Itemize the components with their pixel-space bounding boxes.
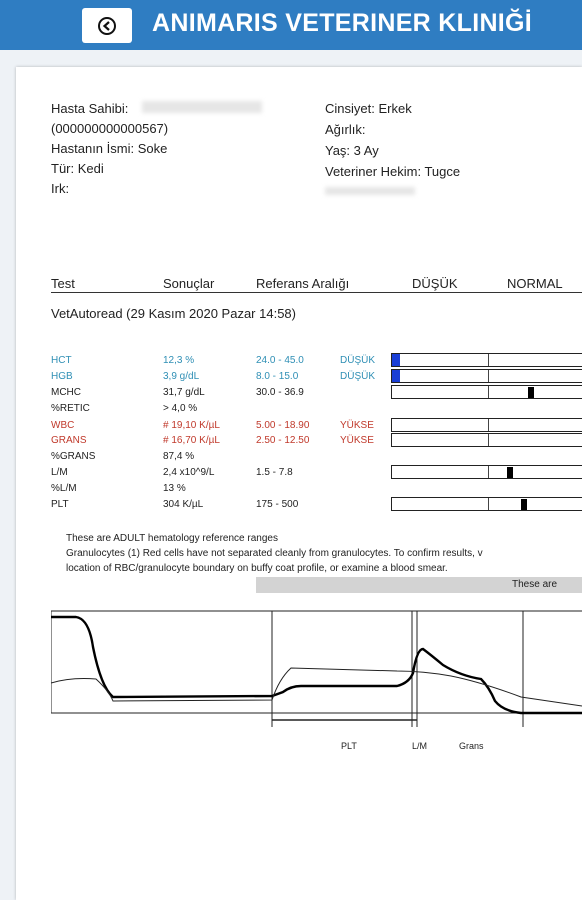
result-value: 3,9 g/dL xyxy=(163,371,200,382)
result-test-name: HGB xyxy=(51,371,73,382)
result-value: 12,3 % xyxy=(163,355,195,366)
result-flag: YÜKSE xyxy=(340,420,374,431)
range-bar xyxy=(391,385,582,399)
result-value: 2,4 x10^9/L xyxy=(163,467,215,478)
low-marker xyxy=(392,370,400,382)
result-flag: YÜKSE xyxy=(340,435,374,446)
patient-species: Tür: Kedi xyxy=(51,161,104,176)
result-test-name: WBC xyxy=(51,420,75,431)
result-marker xyxy=(507,467,513,478)
low-marker xyxy=(392,354,400,366)
range-bar xyxy=(391,353,582,367)
col-low: DÜŞÜK xyxy=(412,276,458,291)
header-divider xyxy=(51,292,582,293)
normal-boundary-tick xyxy=(488,434,489,446)
result-test-name: GRANS xyxy=(51,435,87,446)
redacted-field xyxy=(325,187,415,195)
result-test-name: %GRANS xyxy=(51,451,96,462)
app-title: ANIMARIS VETERINER KLINIĞİ xyxy=(152,9,533,37)
result-flag: DÜŞÜK xyxy=(340,355,376,366)
result-reference: 2.50 - 12.50 xyxy=(256,435,310,446)
normal-boundary-tick xyxy=(488,370,489,382)
back-arrow-circle-icon xyxy=(97,16,117,36)
result-value: 304 K/µL xyxy=(163,499,204,510)
note-line-1: These are ADULT hematology reference ranges xyxy=(66,533,278,544)
normal-boundary-tick xyxy=(488,386,489,398)
result-value: # 16,70 K/µL xyxy=(163,435,220,446)
app-header xyxy=(0,0,582,50)
result-marker xyxy=(521,499,527,510)
result-value: > 4,0 % xyxy=(163,403,198,414)
col-normal: NORMAL xyxy=(507,276,563,291)
range-bar xyxy=(391,465,582,479)
device-line: VetAutoread (29 Kasım 2020 Pazar 14:58) xyxy=(51,306,296,321)
result-reference: 24.0 - 45.0 xyxy=(256,355,304,366)
result-reference: 8.0 - 15.0 xyxy=(256,371,299,382)
result-reference: 1.5 - 7.8 xyxy=(256,467,293,478)
result-test-name: PLT xyxy=(51,499,69,510)
range-bar xyxy=(391,433,582,447)
result-test-name: %RETIC xyxy=(51,403,90,414)
label-grans: Grans xyxy=(459,741,484,751)
label-plt: PLT xyxy=(341,741,357,751)
banner-text: These are xyxy=(512,579,558,590)
patient-breed: Irk: xyxy=(51,181,70,196)
notes-banner xyxy=(256,577,582,593)
patient-vet: Veteriner Hekim: Tugce xyxy=(325,164,461,179)
normal-boundary-tick xyxy=(488,498,489,510)
range-bar xyxy=(391,369,582,383)
label-lm: L/M xyxy=(412,741,428,751)
col-test: Test xyxy=(51,276,75,291)
result-flag: DÜŞÜK xyxy=(340,371,376,382)
note-line-3: location of RBC/granulocyte boundary on buffy coat profile, or examine a blood smear. xyxy=(66,563,448,574)
buffy-coat-histogram xyxy=(51,607,582,757)
range-bar xyxy=(391,497,582,511)
patient-name: Hastanın İsmi: Soke xyxy=(51,141,168,156)
report-sheet xyxy=(16,67,582,900)
result-test-name: L/M xyxy=(51,467,68,478)
result-marker xyxy=(528,387,534,398)
owner-id: (000000000000567) xyxy=(51,121,169,136)
result-reference: 175 - 500 xyxy=(256,499,299,510)
back-button[interactable] xyxy=(82,8,132,43)
result-test-name: MCHC xyxy=(51,387,81,398)
result-test-name: HCT xyxy=(51,355,72,366)
result-reference: 30.0 - 36.9 xyxy=(256,387,304,398)
redacted-owner-name xyxy=(142,101,262,113)
result-value: 13 % xyxy=(163,483,186,494)
result-value: # 19,10 K/µL xyxy=(163,420,220,431)
normal-boundary-tick xyxy=(488,466,489,478)
owner-label: Hasta Sahibi: xyxy=(51,101,129,116)
range-bar xyxy=(391,418,582,432)
result-reference: 5.00 - 18.90 xyxy=(256,420,310,431)
result-test-name: %L/M xyxy=(51,483,77,494)
patient-sex: Cinsiyet: Erkek xyxy=(325,101,412,116)
series-curve-thick xyxy=(51,617,582,713)
result-value: 87,4 % xyxy=(163,451,195,462)
patient-weight: Ağırlık: xyxy=(325,122,366,137)
col-reference: Referans Aralığı xyxy=(256,276,350,291)
note-line-2: Granulocytes (1) Red cells have not separated cleanly from granulocytes. To confirm results, v xyxy=(66,548,483,559)
col-result: Sonuçlar xyxy=(163,276,215,291)
patient-age: Yaş: 3 Ay xyxy=(325,143,379,158)
result-value: 31,7 g/dL xyxy=(163,387,205,398)
normal-boundary-tick xyxy=(488,354,489,366)
normal-boundary-tick xyxy=(488,419,489,431)
